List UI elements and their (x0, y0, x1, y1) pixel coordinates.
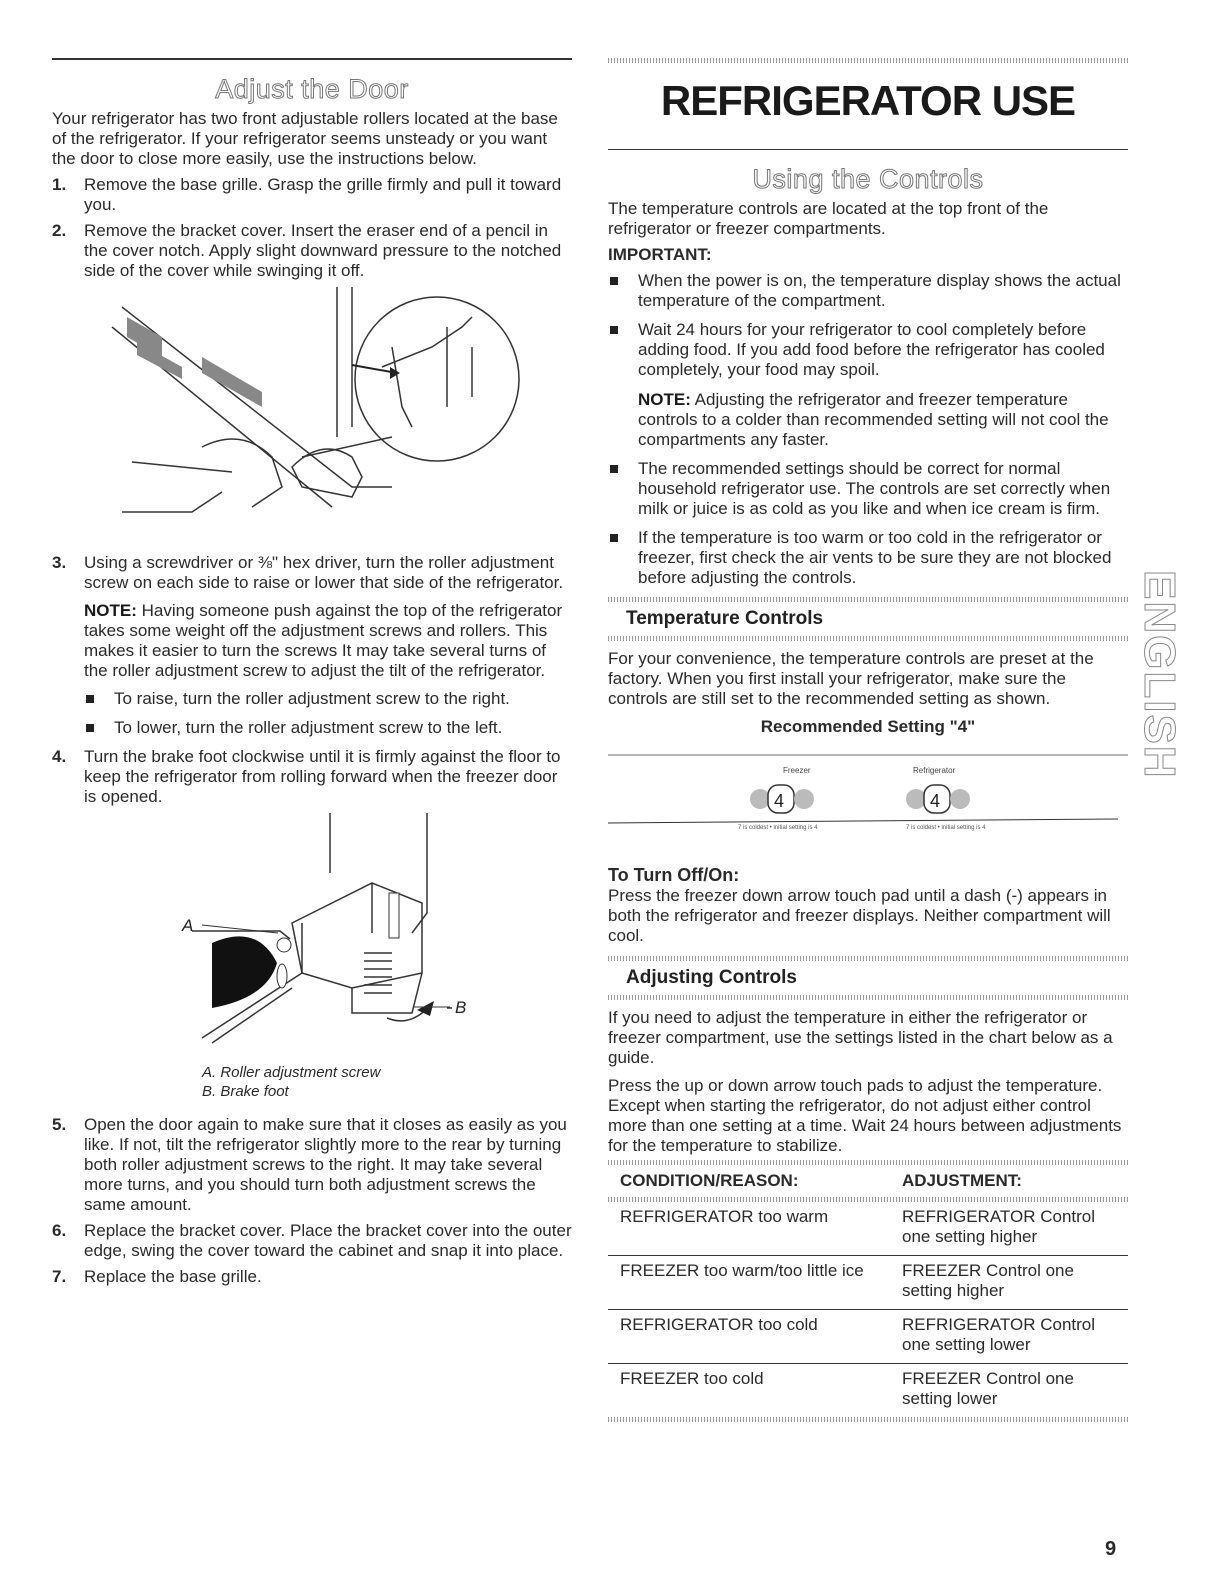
adjustment-table (608, 1167, 1128, 1417)
turn-off-on-text: Press the freezer down arrow touch pad until a dash (-) appears in both the refrigerator and freezer displays. Neither compartment will cool. (608, 886, 1111, 945)
adjust-door-intro: Your refrigerator has two front adjustable rollers located at the base of the refrigerator. If your refrigerator seems unsteady or you want the door to close more easily, use the instructions below. (52, 109, 558, 168)
temp-controls-heading: Temperature Controls (626, 608, 824, 629)
language-side-tab: ENGLISH (1135, 570, 1184, 780)
step-3-note: NOTE: Having someone push against the top of the refrigerator takes some weight off the adjustment screws and rollers. This makes it easier to turn the screws It may take several turns of the roller adjustment screw to adjust the tilt of the refrigerator. (84, 601, 563, 680)
temp-hatch-bottom (608, 636, 1128, 641)
controls-note: NOTE: Adjusting the refrigerator and freezer temperature controls to a colder than recommended setting will not cool the compartments any faster. (638, 390, 1109, 449)
step-2: 2. Remove the bracket cover. Insert the eraser end of a pencil in the cover notch. Apply slight downward pressure to the notched side of the cover while swinging it off. (52, 221, 562, 280)
bullet-wait: Wait 24 hours for your refrigerator to cool completely before adding food. If you add food before the refrigerator has cooled completely, your food may spoil. NOTE: Adjusting the refrigerator and freezer temperature controls to a colder than recommended setting will not cool the compartments any faster. (608, 320, 1128, 450)
table-row: FREEZER too warm/too little ice FREEZER Control one setting higher (608, 1256, 1128, 1310)
fridge-value: 4 (930, 791, 941, 811)
panel-freezer-label: Freezer (783, 766, 811, 775)
step-4: 4. Turn the brake foot clockwise until it is firmly against the floor to keep the refrigerator from rolling forward when the freezer door is opened. (52, 747, 561, 806)
page-number: 9 (1105, 1538, 1117, 1560)
steps-list-a (52, 175, 572, 281)
adjust-text-2: Press the up or down arrow touch pads to adjust the temperature. Except when starting the refrigerator, do not adjust either control more than one setting at a time. Wait 24 hours between adjustments for the temperature to stabilize. (608, 1076, 1122, 1155)
table-row: FREEZER too cold FREEZER Control one setting lower (620, 1369, 1074, 1408)
bullet-too-warm: If the temperature is too warm or too cold in the refrigerator or freezer, first check the air vents to be sure they are not blocked before adjusting the controls. (608, 528, 1128, 588)
adjusting-controls-heading: Adjusting Controls (626, 967, 797, 988)
bullet-raise: To raise, turn the roller adjustment screw to the right. (84, 689, 572, 709)
top-rule (52, 58, 572, 60)
controls-intro: The temperature controls are located at the top front of the refrigerator or freezer compartments. (608, 199, 1049, 238)
caption-b: B. Brake foot (202, 1083, 289, 1100)
table-hatch-top (608, 1160, 1128, 1165)
step-6: 6. Replace the bracket cover. Place the bracket cover into the outer edge, swing the cover toward the cabinet and snap it into place. (52, 1221, 572, 1260)
fridge-hint: 7 is coldest • initial setting is 4 (906, 825, 986, 831)
header-condition: CONDITION/REASON: (620, 1171, 799, 1190)
fig-label-a: A (182, 916, 194, 935)
adjust-hatch-bottom (608, 995, 1128, 1000)
fridge-display (906, 785, 970, 813)
title-rule (608, 149, 1128, 150)
bracket-cover-illustration (52, 287, 572, 547)
temp-controls-text: For your convenience, the temperature controls are preset at the factory. When you first install your refrigerator, make sure the controls are still set to the recommended setting as shown. (608, 649, 1094, 708)
left-column (52, 58, 572, 1293)
bullet-power: When the power is on, the temperature display shows the actual temperature of the compartment. (608, 271, 1128, 311)
adjust-text-1: If you need to adjust the temperature in either the refrigerator or freezer compartment, use the settings listed in the chart below as a guide. (608, 1008, 1113, 1067)
freezer-value: 4 (774, 791, 785, 811)
bullet-recommended: The recommended settings should be correct for normal household refrigerator use. The controls are set correctly when milk or juice is as cold as you like and when ice cream is firm. (608, 459, 1128, 519)
step-5: 5. Open the door again to make sure that it closes as easily as you like. If not, tilt the refrigerator slightly more to the rear by turning both roller adjustment screws to the right. It may take several more turns, and you should turn both adjustment screws the same amount. (52, 1115, 567, 1214)
panel-fridge-label: Refrigerator (913, 766, 956, 775)
caption-a: A. Roller adjustment screw (202, 1064, 381, 1081)
fig-label-b: B (455, 998, 467, 1017)
header-adjustment: ADJUSTMENT: (902, 1171, 1022, 1190)
controls-subtitle: Using the Controls (752, 164, 984, 194)
brake-foot-illustration (52, 813, 572, 1063)
table-row: REFRIGERATOR too cold REFRIGERATOR Control one setting lower (608, 1310, 1128, 1364)
table-header-row (608, 1167, 1128, 1197)
table-row: REFRIGERATOR too warm REFRIGERATOR Control one setting higher (608, 1202, 1128, 1256)
step-7: 7. Replace the base grille. (52, 1267, 262, 1286)
turn-off-on-heading: To Turn Off/On: (608, 865, 740, 885)
top-hatch-rule (608, 58, 1128, 63)
important-bullets (608, 271, 1128, 588)
right-column (608, 58, 1128, 1422)
bullet-lower: To lower, turn the roller adjustment screw to the left. (84, 718, 572, 738)
table-hatch-bottom (608, 1417, 1128, 1422)
freezer-hint: 7 is coldest • initial setting is 4 (738, 825, 818, 831)
step-3: 3. Using a screwdriver or ⅜" hex driver, turn the roller adjustment screw on each side to raise or lower that side of the refrigerator. NOTE: Having someone push against the top of the refrigerator takes some weight off the adjustment screws and rollers. This makes it easier to turn the screws It may take several turns of the roller adjustment screw to adjust the tilt of the refrigerator. To raise, turn the roller adjustment screw to the right. To lower, turn the roller adjustment screw to the left. (52, 553, 572, 738)
important-label: IMPORTANT: (608, 245, 712, 264)
step-3-bullets (84, 689, 572, 738)
steps-list-step3 (52, 553, 572, 807)
adjust-door-title: Adjust the Door (215, 74, 409, 104)
recommended-setting: Recommended Setting "4" (760, 717, 976, 736)
steps-list-b (52, 1115, 572, 1287)
control-panel-diagram (608, 747, 1128, 835)
step-1: 1. Remove the base grille. Grasp the grille firmly and pull it toward you. (52, 175, 562, 214)
freezer-display (750, 785, 814, 813)
section-title: REFRIGERATOR USE (660, 77, 1076, 124)
